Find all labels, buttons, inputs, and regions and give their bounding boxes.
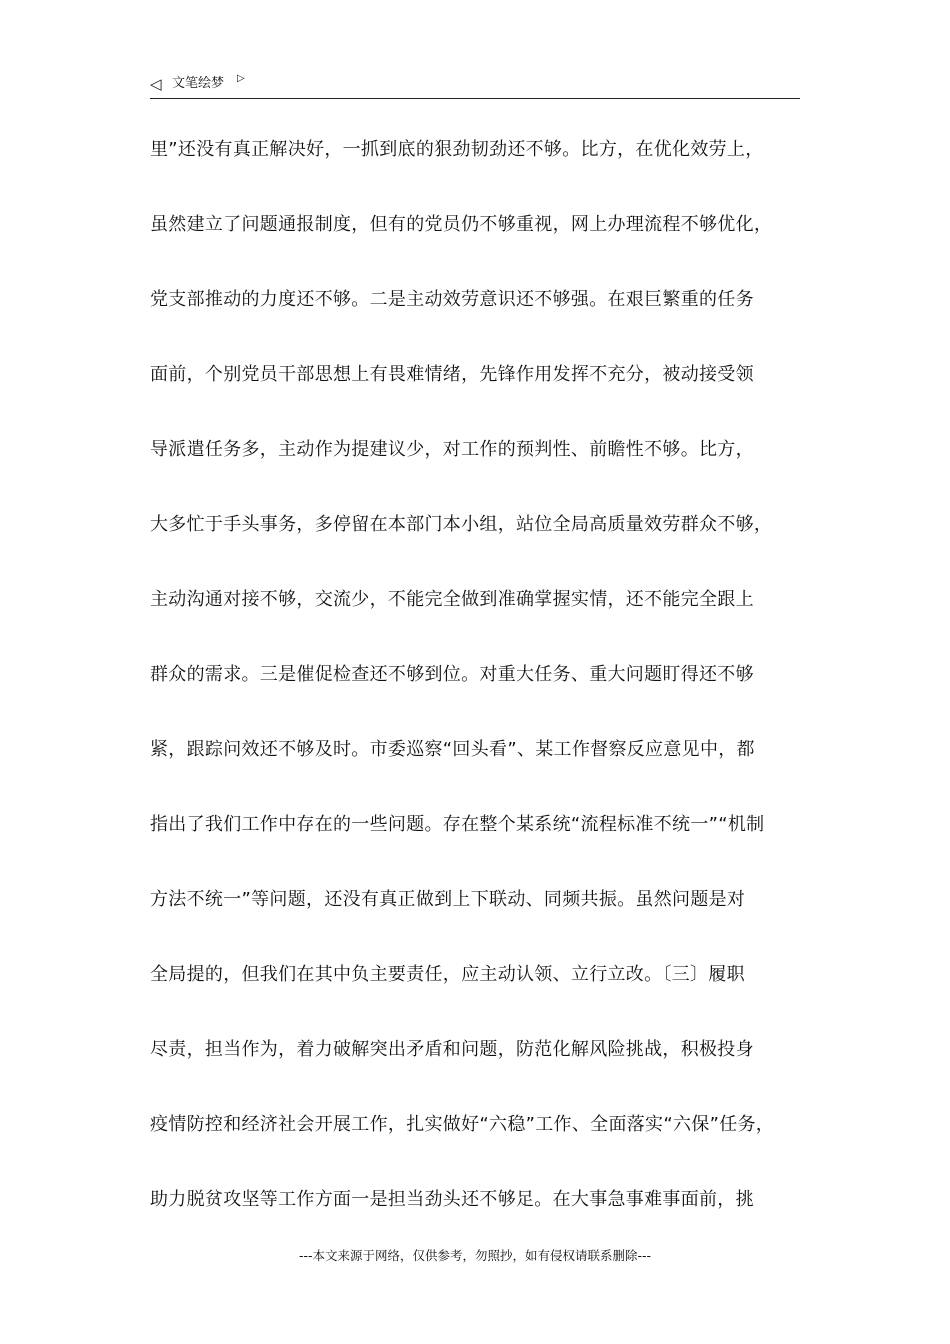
text-line: 里”还没有真正解决好，一抓到底的狠劲韧劲还不够。比方，在优化效劳上， (150, 139, 764, 160)
text-line: 虽然建立了问题通报制度，但有的党员仍不够重视，网上办理流程不够优化， (150, 214, 773, 235)
text-line: 助力脱贫攻坚等工作方面一是担当劲头还不够足。在大事急事难事面前，挑 (150, 1189, 754, 1210)
page-header (150, 72, 800, 99)
text-line: 群众的需求。三是催促检查还不够到位。对重大任务、重大问题盯得还不够 (150, 664, 754, 685)
text-line: 紧，跟踪问效还不够及时。市委巡察“回头看”、某工作督察反应意见中，都 (150, 739, 755, 760)
text-line: 尽责，担当作为，着力破解突出矛盾和问题，防范化解风险挑战，积极投身 (150, 1039, 754, 1060)
text-line: 全局提的，但我们在其中负主要责任，应主动认领、立行立改。〔三〕履职 (150, 964, 745, 985)
triangle-right-icon: ▷ (237, 73, 245, 84)
text-line: 主动沟通对接不够，交流少，不能完全做到准确掌握实情，还不能完全跟上 (150, 589, 754, 610)
triangle-left-icon: ◁ (150, 75, 162, 93)
text-line: 大多忙于手头事务，多停留在本部门本小组，站位全局高质量效劳群众不够， (150, 514, 773, 535)
text-line: 疫情防控和经济社会开展工作，扎实做好“六稳”工作、全面落实“六保”任务， (150, 1114, 775, 1135)
header-title: 文笔绘梦 (172, 76, 225, 91)
document-body (150, 134, 830, 1259)
text-line: 党支部推动的力度还不够。二是主动效劳意识还不够强。在艰巨繁重的任务 (150, 289, 754, 310)
text-line: 方法不统一”等问题，还没有真正做到上下联动、同频共振。虽然问题是对 (150, 889, 746, 910)
text-line: 指出了我们工作中存在的一些问题。存在整个某系统“流程标准不统一”“机制 (150, 814, 765, 835)
page-footer: ---本文来源于网络，仅供参考，勿照抄，如有侵权请联系删除--- (298, 1248, 652, 1263)
text-line: 面前，个别党员干部思想上有畏难情绪，先锋作用发挥不充分，被动接受领 (150, 364, 754, 385)
text-line: 导派遣任务多，主动作为提建议少，对工作的预判性、前瞻性不够。比方， (150, 439, 754, 460)
